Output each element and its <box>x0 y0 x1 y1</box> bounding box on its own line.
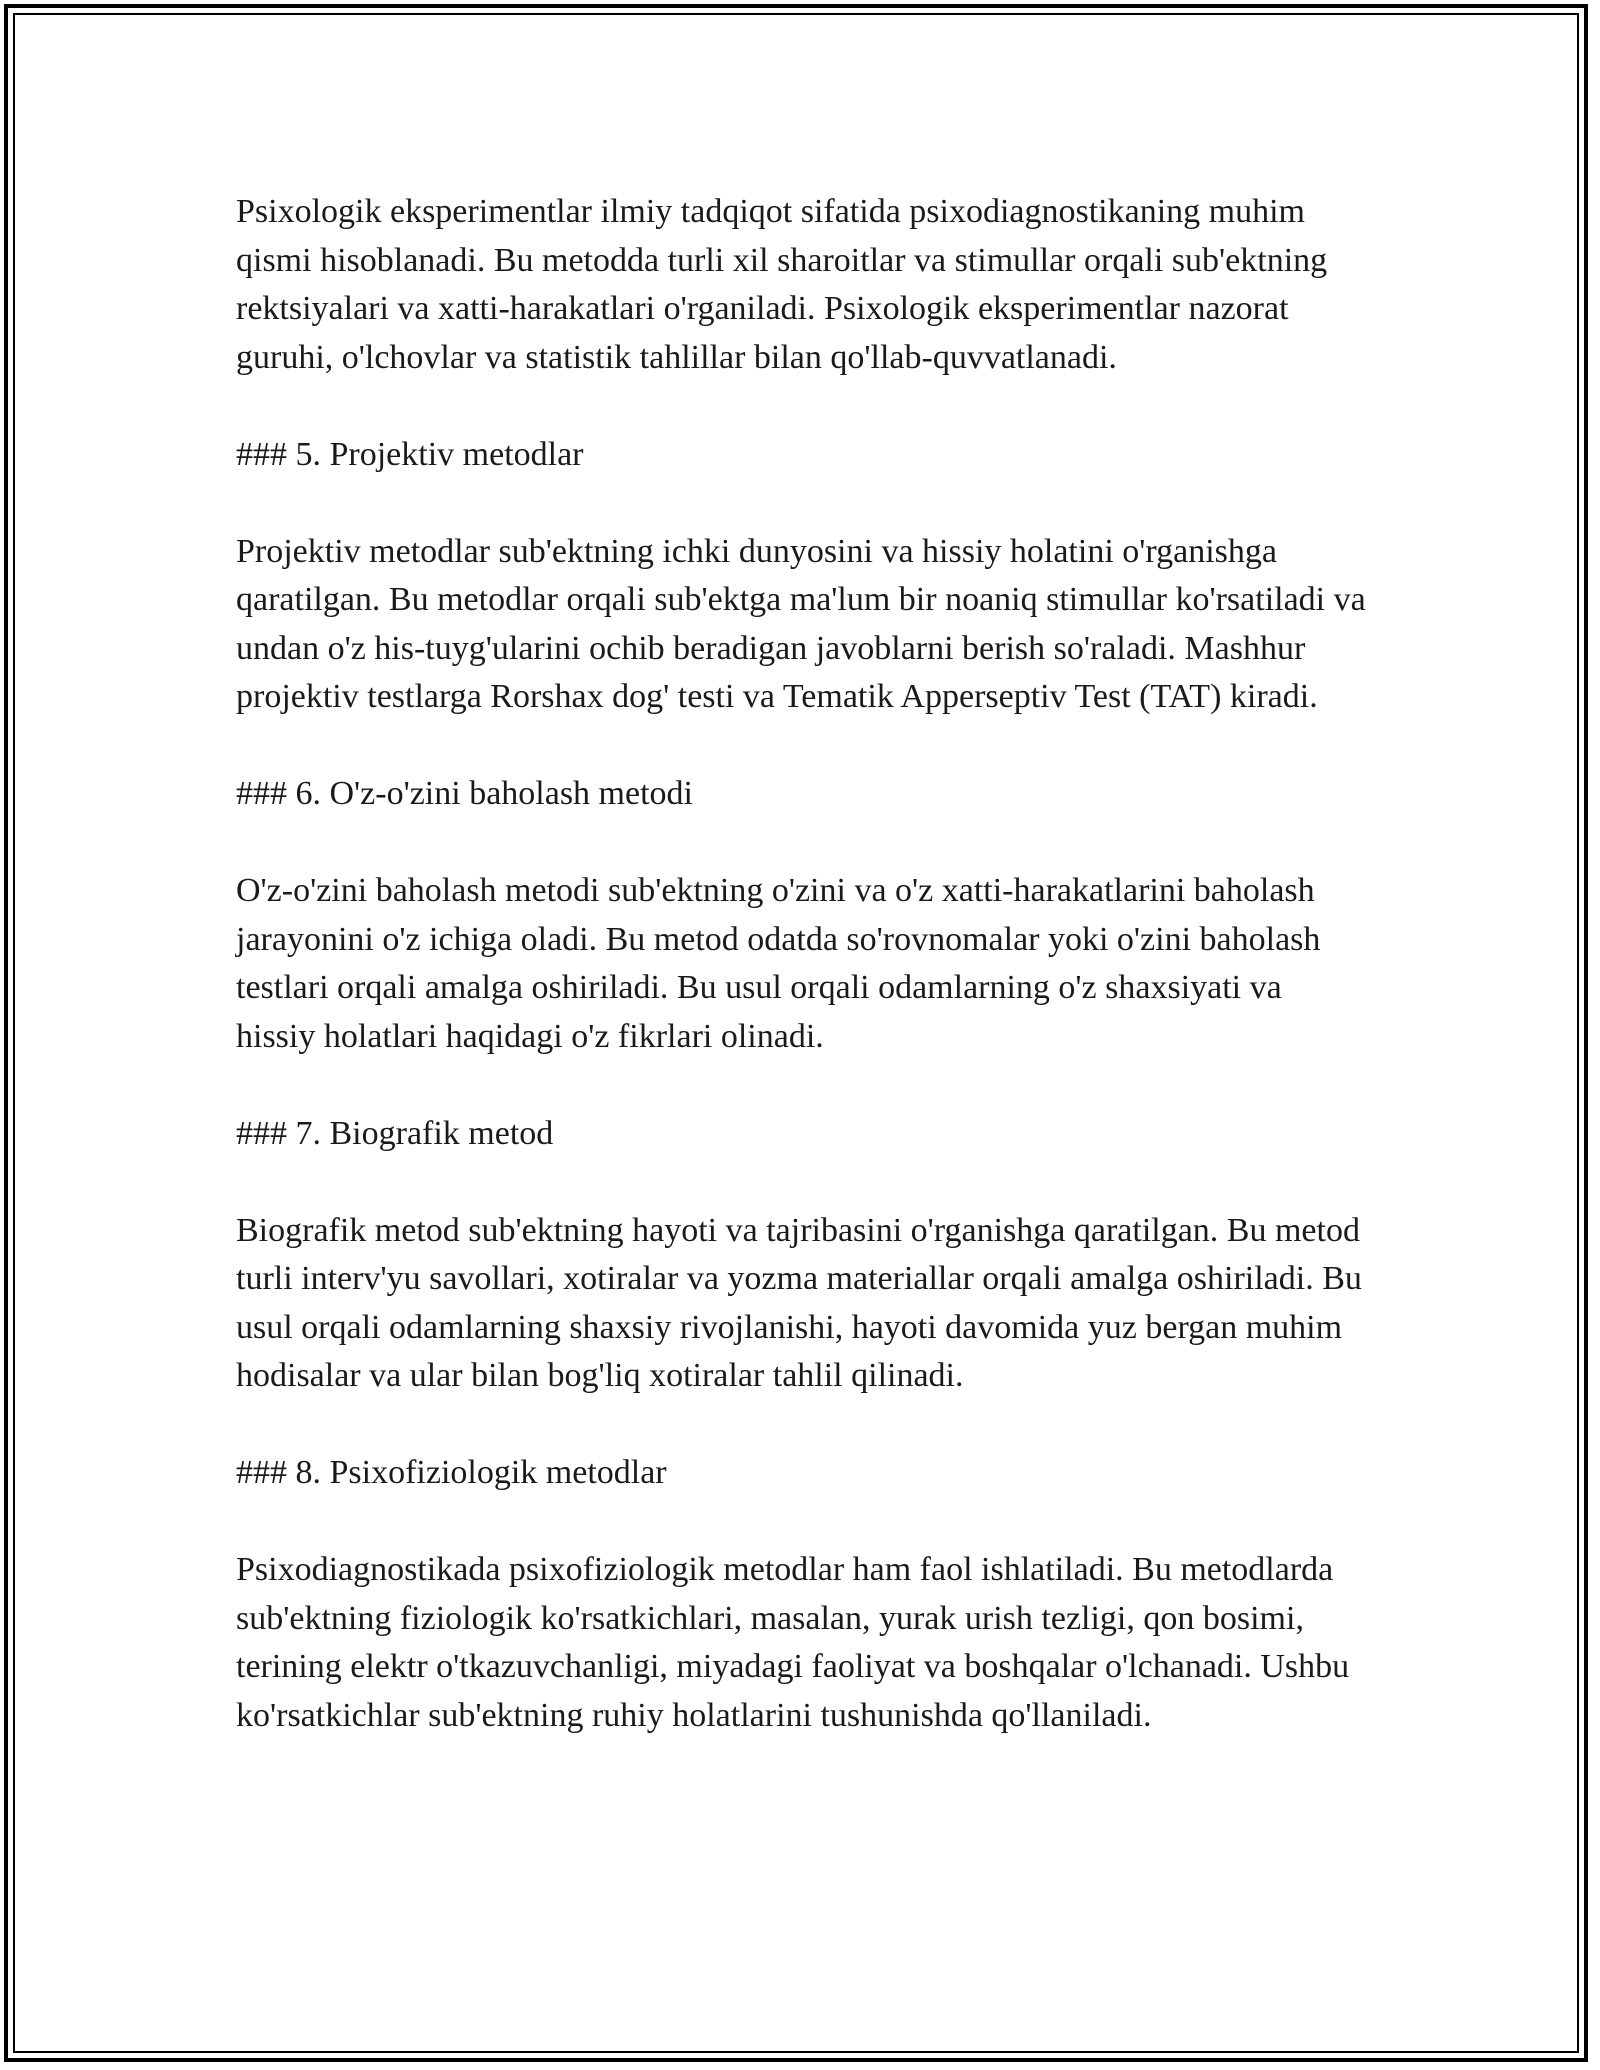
heading-biographical-method: ### 7. Biografik metod <box>236 1114 554 1152</box>
document-body <box>236 188 1366 1740</box>
paragraph-psychophysiological-methods: Psixodiagnostikada psixofiziologik metodlar ham faol ishlatiladi. Bu metodlarda sub'ektning fiziologik ko'rsatkichlari, masalan, yurak urish tezligi, qon bosimi, terining elektr o'tkazuvchanligi, miyadagi faoliyat va boshqalar o'lchanadi. Ushbu ko'rsatkichlar sub'ektning ruhiy holatlarini tushunishda qo'llaniladi. <box>236 1551 1350 1734</box>
heading-psychophysiological-methods: ### 8. Psixofiziologik metodlar <box>236 1454 667 1491</box>
heading-projective-methods: ### 5. Projektiv metodlar <box>236 435 584 473</box>
paragraph-experiments: Psixologik eksperimentlar ilmiy tadqiqot sifatida psixodiagnostikaning muhim qismi hisoblanadi. Bu metodda turli xil sharoitlar va stimullar orqali sub'ektning rektsiyalari va xatti-harakatlari o'rganiladi. Psixologik eksperimentlar nazorat guruhi, o'lchovlar va statistik tahlillar bilan qo'llab-quvvatlanadi. <box>236 193 1328 376</box>
paragraph-biographical-method: Biografik metod sub'ektning hayoti va tajribasini o'rganishga qaratilgan. Bu metod turli interv'yu savollari, xotiralar va yozma materiallar orqali amalga oshiriladi. Bu usul orqali odamlarning shaxsiy rivojlanishi, hayoti davomida yuz bergan muhim hodisalar va ular bilan bog'liq xotiralar tahlil qilinadi. <box>236 1211 1362 1394</box>
paragraph-self-assessment: O'z-o'zini baholash metodi sub'ektning o'zini va o'z xatti-harakatlarini baholash jarayonini o'z ichiga oladi. Bu metod odatda so'rovnomalar yoki o'zini baholash testlari orqali amalga oshiriladi. Bu usul orqali odamlarning o'z shaxsiyati va hissiy holatlari haqidagi o'z fikrlari olinadi. <box>236 872 1321 1055</box>
heading-self-assessment: ### 6. O'z-o'zini baholash metodi <box>236 775 693 812</box>
paragraph-projective-methods: Projektiv metodlar sub'ektning ichki dunyosini va hissiy holatini o'rganishga qaratilgan. Bu metodlar orqali sub'ektga ma'lum bir noaniq stimullar ko'rsatiladi va undan o'z his-tuyg'ularini ochib beradigan javoblarni berish so'raladi. Mashhur projektiv testlarga Rorshax dog' testi va Tematik Apperseptiv Test (TAT) kiradi. <box>236 532 1366 715</box>
